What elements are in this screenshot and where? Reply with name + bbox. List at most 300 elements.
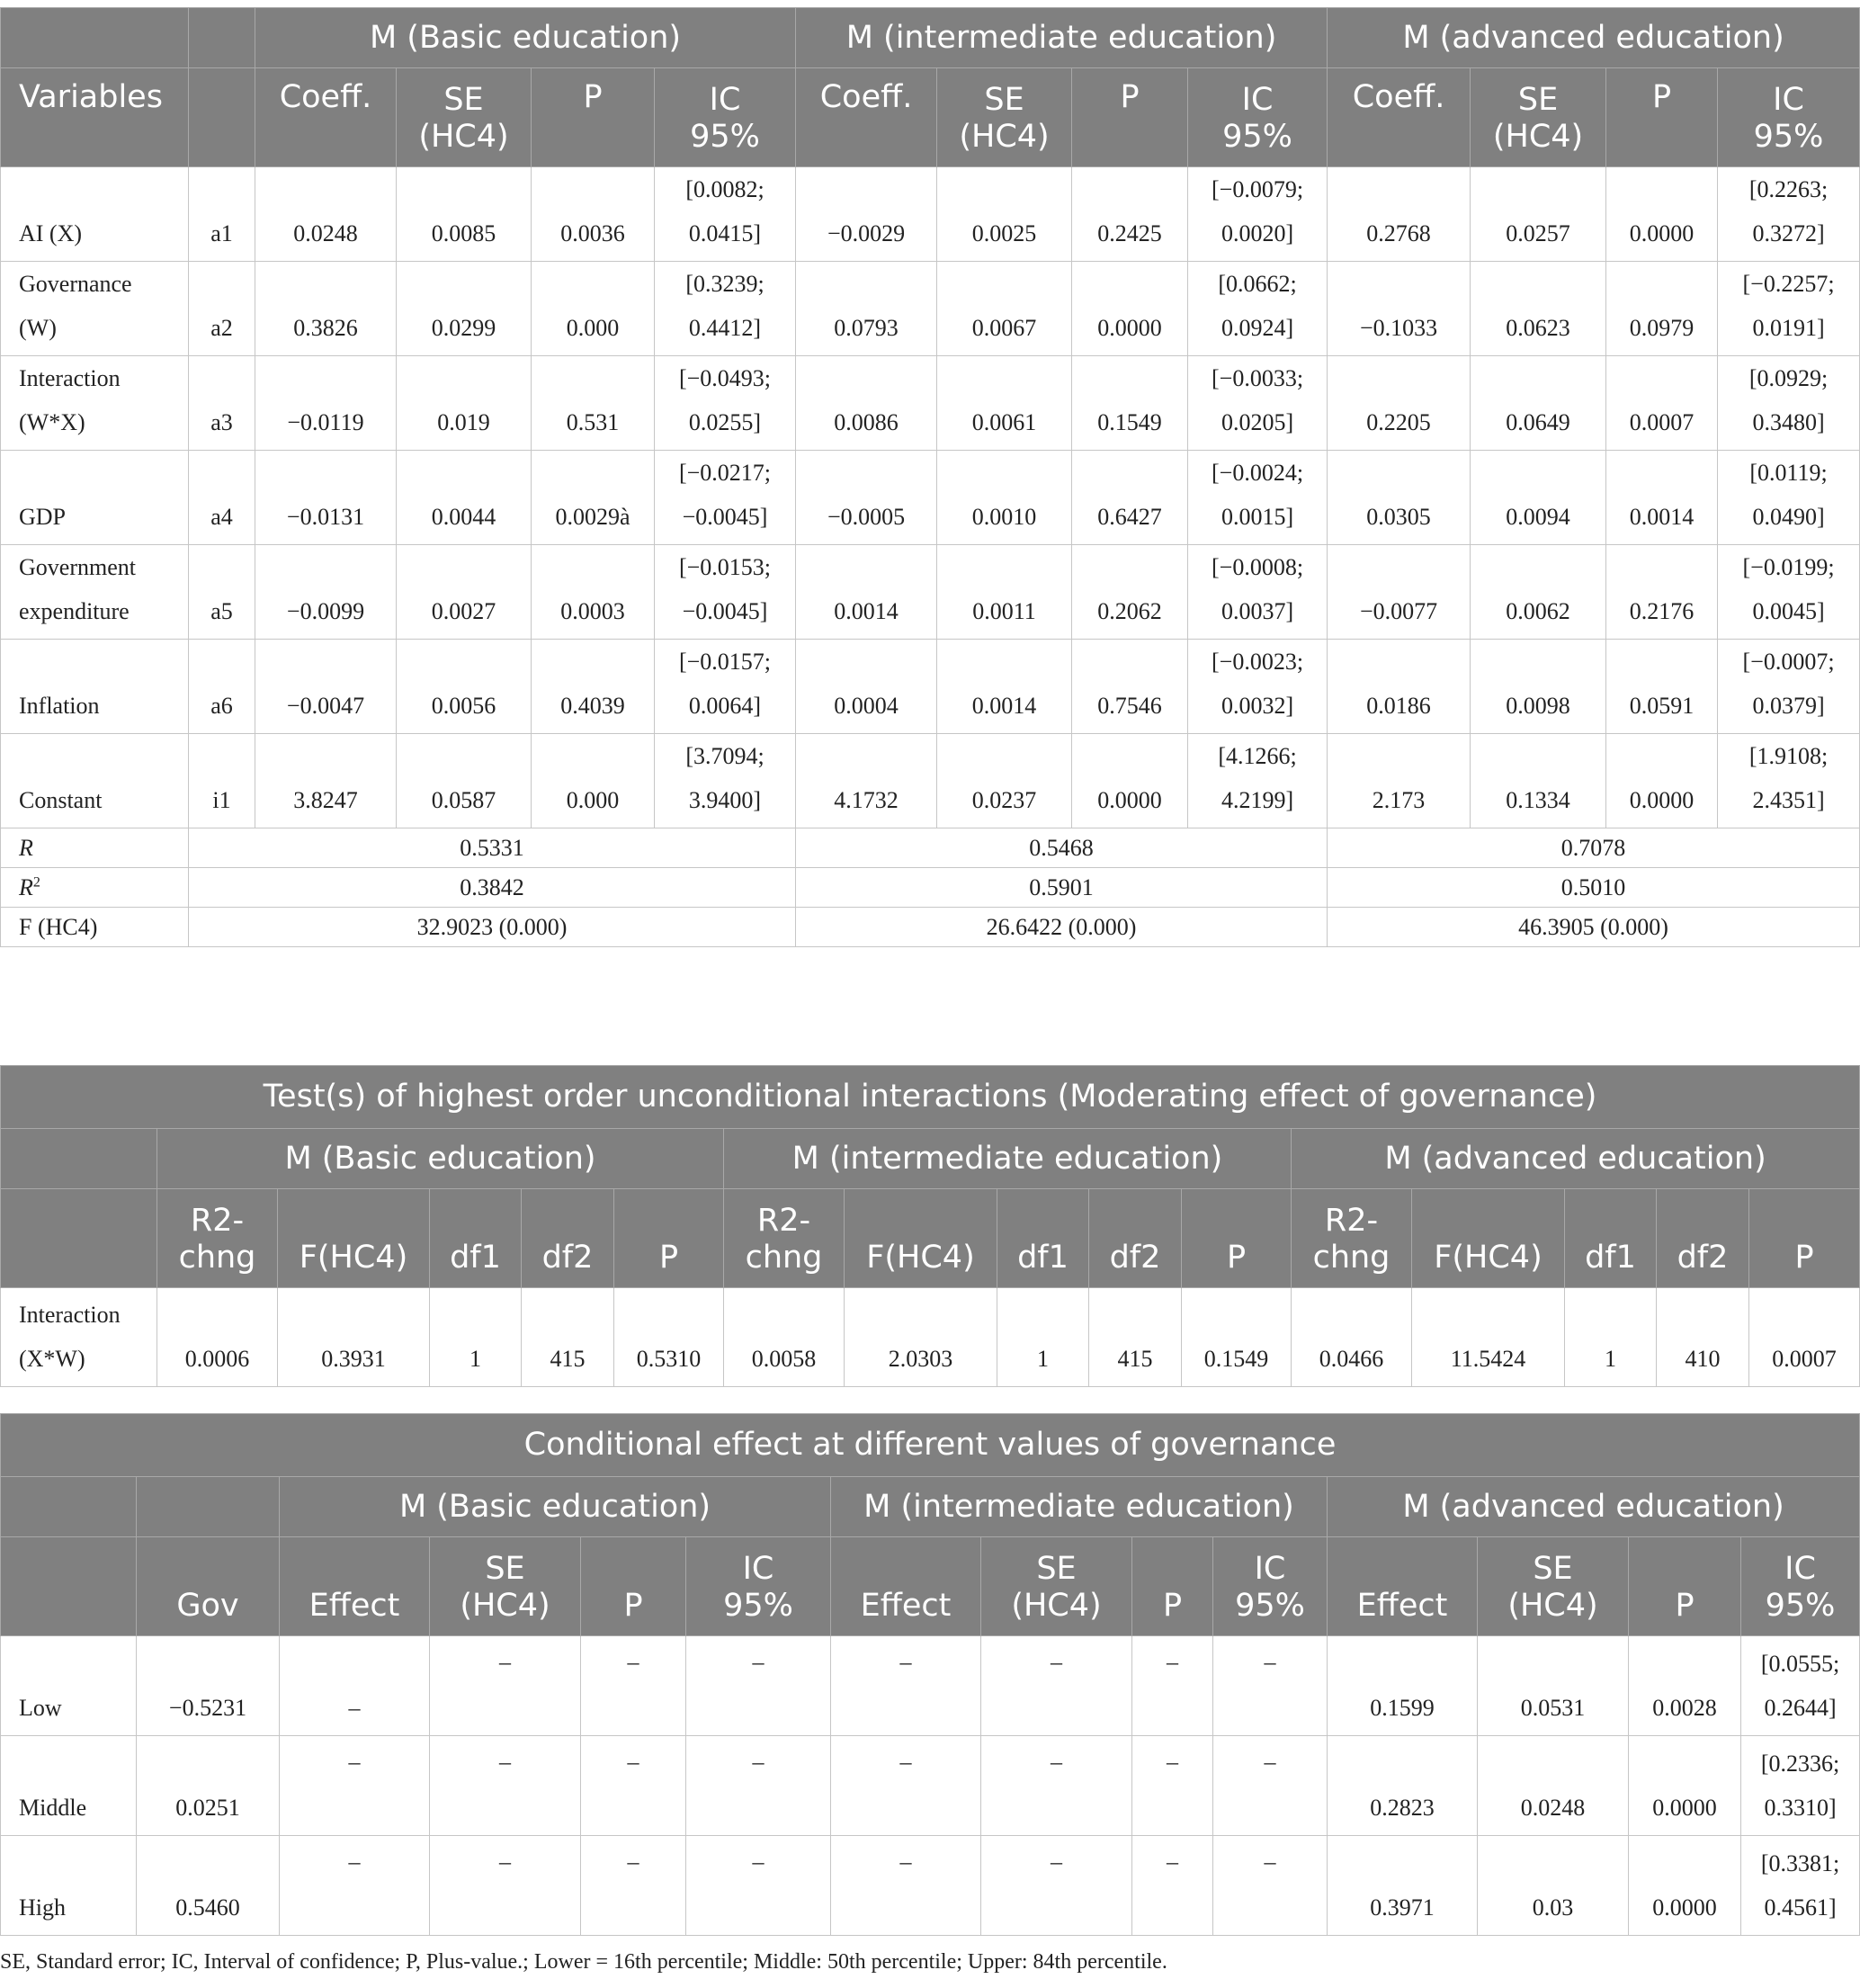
ci-lower: [−0.0079;: [1212, 176, 1304, 202]
column-header: [724, 1189, 845, 1288]
value-cell: 0.0085: [397, 167, 532, 262]
variable-name: [1, 734, 189, 828]
column-header: Effect: [1328, 1537, 1478, 1636]
value-cell: 2.0303: [845, 1288, 997, 1387]
value-cell: 0.0299: [397, 262, 532, 356]
ci-cell: [1718, 262, 1860, 356]
value-cell: 0.1334: [1471, 734, 1606, 828]
value-cell: 0.0248: [255, 167, 397, 262]
column-header: P: [614, 1189, 724, 1288]
governance-value: 0.5460: [137, 1836, 280, 1936]
ci-upper: 0.0924]: [1221, 315, 1294, 341]
column-header: F(HC4): [845, 1189, 997, 1288]
ci-cell: [1188, 545, 1328, 640]
table-row: [1, 1636, 1860, 1736]
summary-value: 0.5331: [189, 828, 796, 868]
column-header: [981, 1537, 1132, 1636]
column-header-line: (HC4): [460, 1588, 550, 1624]
ci-lower: [−0.0217;: [678, 460, 772, 486]
ci-cell: [1188, 167, 1328, 262]
column-header: F(HC4): [1412, 1189, 1565, 1288]
column-header: SE (HC4): [937, 68, 1072, 167]
ci-lower: [−0.0023;: [1212, 649, 1304, 675]
table-row: [1, 545, 1860, 640]
value-cell: 0.0027: [397, 545, 532, 640]
table-row: [1, 167, 1860, 262]
value-cell: 0.0025: [937, 167, 1072, 262]
table-row: [1, 262, 1860, 356]
summary-label-text: R: [19, 834, 33, 861]
value-cell: 0.0007: [1606, 356, 1718, 451]
ci-lower: [−0.0007;: [1742, 649, 1835, 675]
column-header-line: SE: [1036, 1551, 1077, 1587]
group-header: M (intermediate education): [724, 1129, 1292, 1189]
ci-upper: 2.4351]: [1752, 787, 1825, 813]
column-header-line: chng: [178, 1240, 256, 1276]
ci-lower: [0.0119;: [1749, 460, 1828, 486]
value-cell: 0.7546: [1072, 640, 1188, 734]
table-title: Test(s) of highest order unconditional interactions (Moderating effect of governance): [1, 1066, 1860, 1129]
ci-lower: [0.0929;: [1748, 365, 1829, 391]
summary-label: [1, 828, 189, 868]
value-cell: 0.0061: [937, 356, 1072, 451]
empty-dash: –: [1132, 1736, 1213, 1836]
path-code: a1: [189, 167, 255, 262]
variable-name: [1, 640, 189, 734]
variable-name-line: (W*X): [19, 409, 85, 435]
variable-name-line: AI (X): [19, 220, 83, 246]
corner-cell: [1, 1189, 157, 1288]
column-header: [430, 1537, 581, 1636]
governance-value: −0.5231: [137, 1636, 280, 1736]
value-cell: 0.2823: [1328, 1736, 1478, 1836]
value-cell: 0.0036: [532, 167, 655, 262]
value-cell: 0.0094: [1471, 451, 1606, 545]
empty-dash: –: [1132, 1636, 1213, 1736]
value-cell: −0.0099: [255, 545, 397, 640]
group-header: M (intermediate education): [796, 8, 1328, 68]
ci-upper: 0.3272]: [1752, 220, 1825, 246]
column-header: IC 95%: [655, 68, 796, 167]
path-code: a6: [189, 640, 255, 734]
empty-dash: –: [430, 1736, 581, 1836]
column-header: P: [1182, 1189, 1292, 1288]
governance-value: 0.0251: [137, 1736, 280, 1836]
variable-name-line: Government: [19, 554, 136, 580]
value-cell: 0.0014: [796, 545, 937, 640]
value-cell: 11.5424: [1412, 1288, 1565, 1387]
ci-upper: 0.0064]: [688, 693, 762, 719]
table-title: Conditional effect at different values of governance: [1, 1414, 1860, 1477]
ci-cell: [1188, 734, 1328, 828]
column-header: P: [581, 1537, 686, 1636]
value-cell: 0.0186: [1328, 640, 1471, 734]
value-cell: 0.1599: [1328, 1636, 1478, 1736]
empty-dash: –: [581, 1636, 686, 1736]
value-cell: 0.1549: [1072, 356, 1188, 451]
value-cell: 0.6427: [1072, 451, 1188, 545]
ci-cell: [1741, 1836, 1860, 1936]
value-cell: 0.2062: [1072, 545, 1188, 640]
ci-lower: [0.0082;: [685, 176, 765, 202]
column-header-line: 95%: [723, 1588, 793, 1624]
variable-name-line: Inflation: [19, 693, 100, 719]
value-cell: −0.0131: [255, 451, 397, 545]
variable-name: [1, 451, 189, 545]
interaction-test-table: [0, 1065, 1860, 1387]
value-cell: 0.0591: [1606, 640, 1718, 734]
empty-dash: –: [1213, 1836, 1328, 1936]
ci-upper: 0.4561]: [1764, 1894, 1837, 1921]
value-cell: 0.03: [1478, 1836, 1629, 1936]
value-cell: 1: [430, 1288, 522, 1387]
corner-cell: [189, 8, 255, 68]
value-cell: 0.019: [397, 356, 532, 451]
ci-lower: [−0.0153;: [678, 554, 772, 580]
empty-dash: –: [280, 1736, 430, 1836]
value-cell: 0.0000: [1629, 1836, 1741, 1936]
ci-lower: [−0.0033;: [1212, 365, 1304, 391]
value-cell: 0.1549: [1182, 1288, 1292, 1387]
corner-cell: [137, 1477, 280, 1537]
column-header: P: [1132, 1537, 1213, 1636]
ci-upper: 0.0015]: [1221, 504, 1294, 530]
ci-upper: −0.0045]: [682, 504, 768, 530]
ci-upper: −0.0045]: [682, 598, 768, 624]
variable-name: [1, 167, 189, 262]
value-cell: 0.000: [532, 262, 655, 356]
variable-name: [1, 545, 189, 640]
ci-lower: [3.7094;: [685, 743, 765, 769]
summary-value: 26.6422 (0.000): [796, 908, 1328, 947]
empty-dash: –: [686, 1636, 831, 1736]
column-header-line: IC: [742, 1551, 774, 1587]
ci-upper: 0.3310]: [1764, 1795, 1837, 1821]
value-cell: −0.0119: [255, 356, 397, 451]
column-header: P: [1072, 68, 1188, 167]
value-cell: 0.0000: [1072, 262, 1188, 356]
value-cell: 0.0010: [937, 451, 1072, 545]
value-cell: 0.0305: [1328, 451, 1471, 545]
variable-name: [1, 1288, 157, 1387]
table-row: [1, 1736, 1860, 1836]
column-header: SE (HC4): [397, 68, 532, 167]
corner-cell: [1, 1129, 157, 1189]
value-cell: 0.0623: [1471, 262, 1606, 356]
ci-cell: [1718, 167, 1860, 262]
variable-name-line: (X*W): [19, 1346, 85, 1372]
value-cell: 415: [522, 1288, 614, 1387]
group-header: M (advanced education): [1292, 1129, 1860, 1189]
ci-cell: [1188, 262, 1328, 356]
governance-level: Low: [1, 1636, 137, 1736]
column-header-line: R2-: [756, 1203, 811, 1239]
empty-dash: –: [1213, 1736, 1328, 1836]
value-cell: 0.0531: [1478, 1636, 1629, 1736]
value-cell: 0.0649: [1471, 356, 1606, 451]
value-cell: 0.0004: [796, 640, 937, 734]
table-row: [1, 734, 1860, 828]
ci-upper: 0.2644]: [1764, 1695, 1837, 1721]
variable-name-line: expenditure: [19, 598, 130, 624]
value-cell: 0.0003: [532, 545, 655, 640]
ci-upper: 0.0191]: [1752, 315, 1825, 341]
value-cell: 0.0257: [1471, 167, 1606, 262]
governance-level: Middle: [1, 1736, 137, 1836]
ci-lower: [0.3239;: [685, 271, 765, 297]
summary-value: 0.5468: [796, 828, 1328, 868]
column-header: Gov: [137, 1537, 280, 1636]
column-header-line: (HC4): [1011, 1588, 1102, 1624]
ci-lower: [−0.0024;: [1212, 460, 1304, 486]
ci-cell: [655, 167, 796, 262]
ci-cell: [655, 734, 796, 828]
empty-dash: –: [831, 1836, 981, 1936]
column-header: [1213, 1537, 1328, 1636]
ci-lower: [1.9108;: [1748, 743, 1829, 769]
column-header: [686, 1537, 831, 1636]
ci-upper: 0.3480]: [1752, 409, 1825, 435]
value-cell: 0.0028: [1629, 1636, 1741, 1736]
column-header: Effect: [831, 1537, 981, 1636]
ci-upper: 0.0020]: [1221, 220, 1294, 246]
ci-cell: [1718, 545, 1860, 640]
column-header: df2: [1657, 1189, 1749, 1288]
value-cell: 0.0466: [1292, 1288, 1412, 1387]
ci-lower: [−0.0493;: [678, 365, 772, 391]
group-header: M (Basic education): [280, 1477, 831, 1537]
column-header-line: chng: [745, 1240, 823, 1276]
table-row: [1, 451, 1860, 545]
path-code: i1: [189, 734, 255, 828]
column-header: Coeff.: [1328, 68, 1471, 167]
path-code: a2: [189, 262, 255, 356]
column-header: [1478, 1537, 1629, 1636]
column-header: [157, 1189, 278, 1288]
corner-cell: [1, 1537, 137, 1636]
ci-cell: [1718, 451, 1860, 545]
column-header: IC 95%: [1718, 68, 1860, 167]
summary-value: 0.3842: [189, 868, 796, 908]
group-header: M (Basic education): [157, 1129, 724, 1189]
column-header: P: [1749, 1189, 1860, 1288]
column-header: Variables: [1, 68, 189, 167]
ci-upper: 0.0490]: [1752, 504, 1825, 530]
group-header: M (Basic education): [255, 8, 796, 68]
value-cell: 0.0237: [937, 734, 1072, 828]
column-header-line: 95%: [1765, 1588, 1836, 1624]
ci-cell: [1741, 1736, 1860, 1836]
summary-value: 0.7078: [1328, 828, 1860, 868]
corner-cell: [189, 68, 255, 167]
variable-name-line: GDP: [19, 504, 67, 530]
variable-name-line: Governance: [19, 271, 132, 297]
column-header: Coeff.: [255, 68, 397, 167]
ci-cell: [1188, 451, 1328, 545]
column-header-line: chng: [1312, 1240, 1391, 1276]
value-cell: 3.8247: [255, 734, 397, 828]
group-header: M (advanced education): [1328, 1477, 1860, 1537]
ci-upper: 3.9400]: [688, 787, 762, 813]
ci-cell: [655, 451, 796, 545]
ci-upper: 4.2199]: [1221, 787, 1294, 813]
value-cell: 0.0044: [397, 451, 532, 545]
value-cell: 0.0098: [1471, 640, 1606, 734]
variable-name-line: (W): [19, 315, 57, 341]
ci-lower: [4.1266;: [1218, 743, 1297, 769]
ci-lower: [−0.2257;: [1742, 271, 1835, 297]
column-header: IC 95%: [1188, 68, 1328, 167]
ci-lower: [0.2263;: [1748, 176, 1829, 202]
ci-lower: [0.0555;: [1760, 1651, 1840, 1677]
value-cell: 0.0793: [796, 262, 937, 356]
column-header-line: 95%: [1235, 1588, 1305, 1624]
empty-dash: –: [981, 1836, 1132, 1936]
value-cell: −0.1033: [1328, 262, 1471, 356]
value-cell: 0.0029à: [532, 451, 655, 545]
ci-lower: [0.0662;: [1218, 271, 1297, 297]
empty-dash: –: [430, 1636, 581, 1736]
value-cell: 0.5310: [614, 1288, 724, 1387]
column-header: SE (HC4): [1471, 68, 1606, 167]
value-cell: 0.0979: [1606, 262, 1718, 356]
column-header-line: SE: [1533, 1551, 1573, 1587]
value-cell: 0.3931: [278, 1288, 430, 1387]
summary-label-text: F (HC4): [19, 913, 98, 940]
variable-name: [1, 262, 189, 356]
ci-lower: [−0.0157;: [678, 649, 772, 675]
table-row: [1, 1836, 1860, 1936]
empty-dash: –: [430, 1836, 581, 1936]
summary-value: 0.5010: [1328, 868, 1860, 908]
ci-cell: [1188, 356, 1328, 451]
empty-dash: –: [686, 1836, 831, 1936]
column-header: Coeff.: [796, 68, 937, 167]
variable-name: [1, 356, 189, 451]
value-cell: −0.0047: [255, 640, 397, 734]
ci-upper: 0.0415]: [688, 220, 762, 246]
value-cell: 0.0007: [1749, 1288, 1860, 1387]
ci-upper: 0.0205]: [1221, 409, 1294, 435]
empty-dash: –: [280, 1636, 430, 1736]
summary-label: [1, 908, 189, 947]
value-cell: 0.0067: [937, 262, 1072, 356]
value-cell: 0.0014: [937, 640, 1072, 734]
ci-lower: [−0.0199;: [1742, 554, 1835, 580]
ci-cell: [1718, 356, 1860, 451]
ci-upper: 0.0037]: [1221, 598, 1294, 624]
empty-dash: –: [280, 1836, 430, 1936]
footnote: SE, Standard error; IC, Interval of confidence; P, Plus-value.; Lower = 16th percentile; Middle: 50th percentile; Upper: 84th percentile.: [0, 1950, 1167, 1974]
value-cell: 0.3971: [1328, 1836, 1478, 1936]
table-row: [1, 640, 1860, 734]
value-cell: 0.0086: [796, 356, 937, 451]
empty-dash: –: [831, 1636, 981, 1736]
path-code: a5: [189, 545, 255, 640]
value-cell: 0.0006: [157, 1288, 278, 1387]
empty-dash: –: [1213, 1636, 1328, 1736]
summary-value: 32.9023 (0.000): [189, 908, 796, 947]
value-cell: 0.0587: [397, 734, 532, 828]
column-header: [1292, 1189, 1412, 1288]
column-header: df2: [522, 1189, 614, 1288]
column-header-line: SE: [485, 1551, 525, 1587]
value-cell: 0.2768: [1328, 167, 1471, 262]
summary-row: [1, 868, 1860, 908]
ci-upper: 0.0045]: [1752, 598, 1825, 624]
value-cell: −0.0005: [796, 451, 937, 545]
group-header: M (advanced education): [1328, 8, 1860, 68]
ci-cell: [1188, 640, 1328, 734]
summary-row: [1, 828, 1860, 868]
value-cell: 0.0248: [1478, 1736, 1629, 1836]
table-row: [1, 1288, 1860, 1387]
summary-label: [1, 868, 189, 908]
value-cell: 0.2425: [1072, 167, 1188, 262]
ci-upper: 0.4412]: [688, 315, 762, 341]
value-cell: 0.0014: [1606, 451, 1718, 545]
ci-lower: [−0.0008;: [1212, 554, 1304, 580]
value-cell: 415: [1089, 1288, 1182, 1387]
column-header-line: IC: [1784, 1551, 1816, 1587]
ci-upper: 0.0379]: [1752, 693, 1825, 719]
ci-upper: 0.0032]: [1221, 693, 1294, 719]
empty-dash: –: [581, 1736, 686, 1836]
column-header: [1741, 1537, 1860, 1636]
column-header: P: [532, 68, 655, 167]
ci-cell: [1718, 734, 1860, 828]
empty-dash: –: [581, 1836, 686, 1936]
regression-table: [0, 7, 1860, 947]
column-header-line: (HC4): [1507, 1588, 1598, 1624]
value-cell: 1: [1565, 1288, 1657, 1387]
empty-dash: –: [831, 1736, 981, 1836]
column-header: Effect: [280, 1537, 430, 1636]
corner-cell: [1, 8, 189, 68]
value-cell: 410: [1657, 1288, 1749, 1387]
path-code: a3: [189, 356, 255, 451]
value-cell: 0.2176: [1606, 545, 1718, 640]
column-header: df1: [430, 1189, 522, 1288]
column-header-line: R2-: [190, 1203, 245, 1239]
value-cell: 0.4039: [532, 640, 655, 734]
variable-name-line: Interaction: [19, 365, 121, 391]
summary-value: 0.5901: [796, 868, 1328, 908]
column-header: F(HC4): [278, 1189, 430, 1288]
value-cell: 0.0062: [1471, 545, 1606, 640]
value-cell: 0.0058: [724, 1288, 845, 1387]
ci-cell: [655, 356, 796, 451]
summary-row: [1, 908, 1860, 947]
ci-cell: [1741, 1636, 1860, 1736]
column-header: df2: [1089, 1189, 1182, 1288]
empty-dash: –: [686, 1736, 831, 1836]
empty-dash: –: [981, 1736, 1132, 1836]
column-header: df1: [1565, 1189, 1657, 1288]
ci-lower: [0.2336;: [1760, 1751, 1840, 1777]
value-cell: 0.0000: [1072, 734, 1188, 828]
value-cell: 0.0000: [1606, 734, 1718, 828]
governance-level: High: [1, 1836, 137, 1936]
empty-dash: –: [1132, 1836, 1213, 1936]
column-header-line: R2-: [1324, 1203, 1379, 1239]
column-header: P: [1606, 68, 1718, 167]
value-cell: 0.531: [532, 356, 655, 451]
ci-cell: [1718, 640, 1860, 734]
column-header-line: IC: [1254, 1551, 1286, 1587]
conditional-effect-table: [0, 1413, 1860, 1936]
value-cell: 4.1732: [796, 734, 937, 828]
